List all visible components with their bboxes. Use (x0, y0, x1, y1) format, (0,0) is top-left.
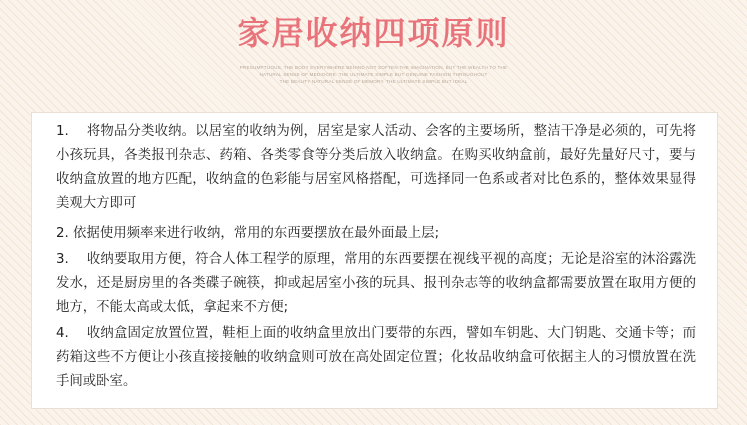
subtitle-line: PRESUMPTUOUS. THE BODY EVERYWHERE BEHIND NOT SOFTEN THE IMAGINATION. BUT THE WEALTH TO THE (239, 65, 508, 70)
subtitle-line: NATURAL SENSE OF MEDIOCRE. THE ULTIMATE SIMPLE BUT GENUINE FASHION THROUGHOUT (259, 72, 488, 77)
principle-paragraph-2: 2. 依据使用频率来进行收纳，常用的东西要摆放在最外面最上层; (56, 226, 440, 241)
principle-paragraph-4: 4. 收纳盒固定放置位置，鞋柜上面的收纳盒里放出门要带的东西，譬如车钥匙、大门钥匙、交通卡等；而药箱这些不方便让小孩直接接触的收纳盒则可放在高处固定位置；化妆品收纳盒可依据主人的习惯放置在洗手间或卧室。 (56, 326, 696, 389)
page-title: 家居收纳四项原则 (237, 14, 510, 52)
principle-paragraph-1: 1. 将物品分类收纳。以居室的收纳为例，居室是家人活动、会客的主要场所，整洁干净是必须的，可先将小孩玩具，各类报刊杂志、药箱、各类零食等分类后放入收纳盒。在购买收纳盒前，最好先量好尺寸，要与收纳盒放置的地方匹配，收纳盒的色彩能与居室风格搭配，可选择同一色系或者对比色系的，整体效果显得美观大方即可 (56, 124, 696, 211)
subtitle-line: THE BEAUTY NATURAL SENSE OF MEMORY. THE ULTIMATE SIMPLE BUT IDEAL (279, 79, 468, 84)
header (0, 0, 747, 112)
principle-paragraph-3: 3. 收纳要取用方便，符合人体工程学的原理，常用的东西要摆在视线平视的高度；无论是浴室的沐浴露洗发水，还是厨房里的各类碟子碗筷，抑或起居室小孩的玩具、报刊杂志等的收纳盒都需要放置在取用方便的地方，不能太高或太低，拿起来不方便; (56, 252, 696, 315)
